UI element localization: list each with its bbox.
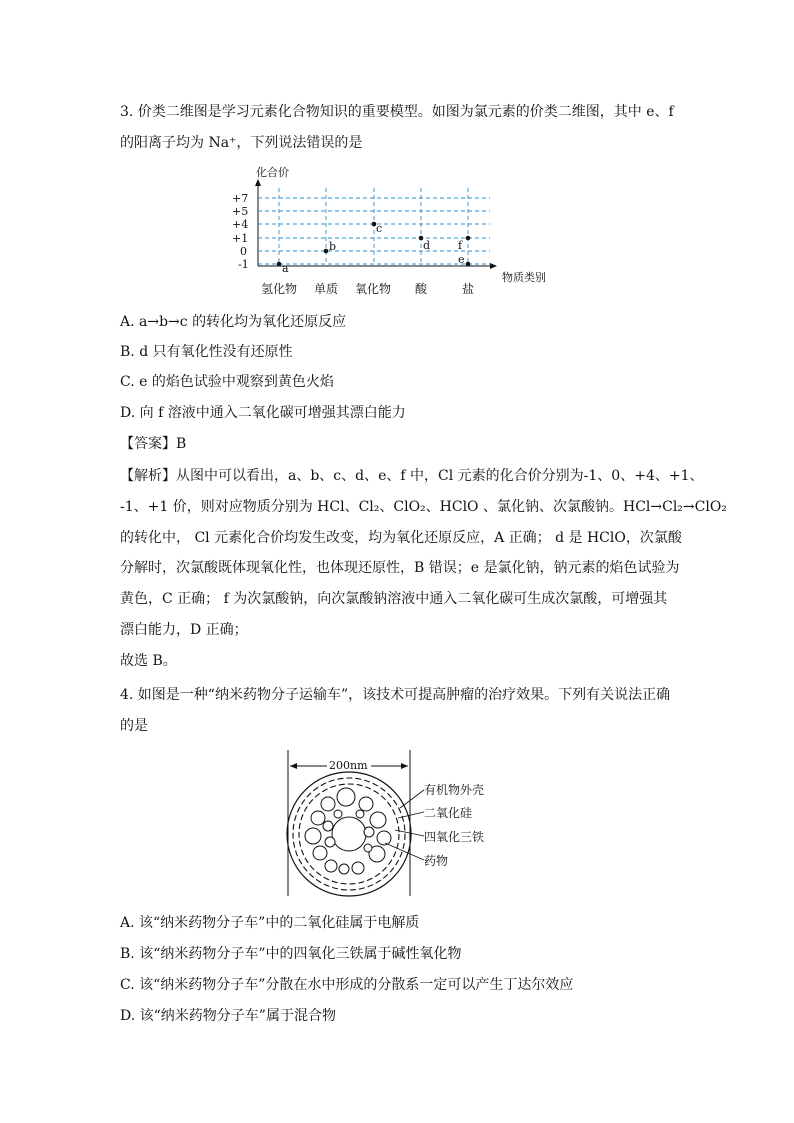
x-category-label: 单质 xyxy=(314,282,339,296)
vertical-guides xyxy=(279,188,468,266)
point-a xyxy=(277,262,282,267)
point-label-c: c xyxy=(376,222,383,235)
q3-analysis-line: 【解析】从图中可以看出，a、b、c、d、e、f 中，Cl 元素的化合价分别为-1、0、+4、+1、 xyxy=(120,468,704,484)
point-label-d: d xyxy=(423,239,431,252)
q3-option-a: A. a→b→c 的转化均为氧化还原反应 xyxy=(120,314,347,330)
y-tick-label: 0 xyxy=(240,245,247,258)
q3-option-d: D. 向 f 溶液中通入二氧化碳可增强其漂白能力 xyxy=(120,405,406,421)
y-axis-title: 化合价 xyxy=(256,166,289,179)
point-e xyxy=(466,262,471,267)
nano-drug-carrier-diagram xyxy=(280,750,510,898)
point-b xyxy=(324,249,329,254)
x-category-label: 氧化物 xyxy=(355,282,392,296)
y-axis-arrow xyxy=(255,179,261,186)
x-axis-title: 物质类别 xyxy=(502,271,546,284)
x-category-label: 盐 xyxy=(462,282,475,296)
q4-option-d: D. 该“纳米药物分子车”属于混合物 xyxy=(120,1008,336,1024)
dimension-arrow-right xyxy=(401,763,408,769)
q3-answer: 【答案】B xyxy=(120,436,187,452)
q4-stem-line2: 的是 xyxy=(120,718,148,734)
label-organic-shell: 有机物外壳 xyxy=(424,783,485,797)
q3-conclusion: 故选 B。 xyxy=(120,653,177,669)
y-tick-label: +4 xyxy=(232,218,249,231)
x-category-label: 酸 xyxy=(415,282,428,296)
drug-particles xyxy=(305,788,391,874)
q3-option-b: B. d 只有氧化性没有还原性 xyxy=(120,344,293,360)
q3-analysis-line: 黄色，C 正确； f 为次氯酸钠，向次氯酸钠溶液中通入二氧化碳可生成次氯酸，可增强其 xyxy=(120,591,668,607)
q4-option-b: B. 该“纳米药物分子车”中的四氧化三铁属于碱性氧化物 xyxy=(120,946,462,962)
q3-analysis-line: -1、+1 价，则对应物质分别为 HCl、Cl₂、ClO₂、HClO 、氯化钠、次氯酸钠。HCl→Cl₂→ClO₂ xyxy=(120,499,727,515)
q3-analysis-line: 的转化中， Cl 元素化合价均发生改变，均为氧化还原反应，A 正确； d 是 HClO，次氯酸 xyxy=(120,530,682,546)
q3-analysis-line: 漂白能力，D 正确； xyxy=(120,622,248,638)
q4-option-a: A. 该“纳米药物分子车”中的二氧化硅属于电解质 xyxy=(120,915,420,931)
y-tick-label: +7 xyxy=(232,192,249,205)
dimension-arrow-left xyxy=(290,763,297,769)
q3-analysis-line: 分解时，次氯酸既体现氧化性，也体现还原性，B 错误；e 是氯化钠，钠元素的焰色试验为 xyxy=(120,560,680,576)
valence-class-diagram xyxy=(228,160,546,302)
q4-stem-line1: 4. 如图是一种“纳米药物分子运输车”，该技术可提高肿瘤的治疗效果。下列有关说法正确 xyxy=(120,687,671,703)
y-tick-label: -1 xyxy=(238,258,249,271)
q3-stem-line2: 的阳离子均为 Na⁺，下列说法错误的是 xyxy=(120,135,363,151)
point-label-b: b xyxy=(329,240,337,253)
point-f xyxy=(466,236,471,241)
x-category-label: 氢化物 xyxy=(261,282,298,296)
point-label-a: a xyxy=(282,262,289,275)
label-silica: 二氧化硅 xyxy=(424,806,473,820)
y-tick-label: +1 xyxy=(232,232,249,245)
label-drug: 药物 xyxy=(424,854,449,868)
point-label-f: f xyxy=(458,239,463,252)
x-axis-arrow xyxy=(490,263,497,269)
q3-option-c: C. e 的焰色试验中观察到黄色火焰 xyxy=(120,374,334,390)
point-label-e: e xyxy=(458,253,465,266)
dimension-label: 200nm xyxy=(329,759,368,772)
q4-option-c: C. 该“纳米药物分子车”分散在水中形成的分散系一定可以产生丁达尔效应 xyxy=(120,977,574,993)
y-tick-label: +5 xyxy=(232,205,249,218)
q3-stem-line1: 3. 价类二维图是学习元素化合物知识的重要模型。如图为氯元素的价类二维图，其中 e、f xyxy=(120,104,674,120)
label-iron-oxide: 四氧化三铁 xyxy=(424,830,485,844)
